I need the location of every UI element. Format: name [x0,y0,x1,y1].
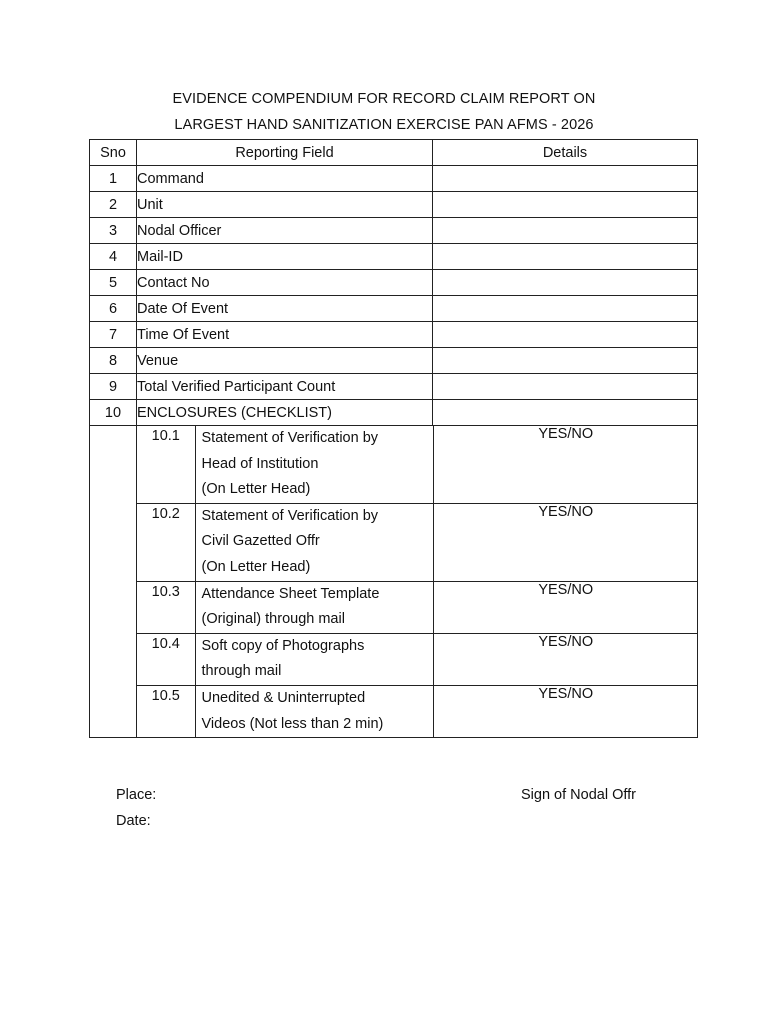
enclosure-text-line: Attendance Sheet Template [201,585,380,602]
enclosure-text-line: Civil Gazetted Offr [201,533,320,550]
row-details-cell[interactable] [433,322,698,348]
row-sno: 8 [90,348,137,374]
row-sno: 10 [90,400,137,426]
row-sno: 7 [90,322,137,348]
row-details-cell[interactable] [433,400,698,426]
enclosure-text-line: Videos (Not less than 2 min) [201,715,384,732]
enclosure-text [195,426,433,503]
row-details-cell[interactable] [433,348,698,374]
row-sno: 6 [90,296,137,322]
enclosure-row [137,633,698,685]
enclosure-answer[interactable]: YES/NO [433,503,698,581]
row-field: Command [137,166,433,192]
enclosure-text [195,581,433,633]
table-header-row [90,140,698,166]
row-sno: 5 [90,270,137,296]
row-details-cell[interactable] [433,270,698,296]
table-row [90,348,698,374]
enclosure-no: 10.5 [137,685,195,737]
enclosure-text-line: Statement of Verification by [201,430,379,446]
row-details-cell[interactable] [433,218,698,244]
enclosures-sno-spacer [90,426,137,738]
enclosure-answer[interactable]: YES/NO [433,633,698,685]
enclosure-no: 10.2 [137,503,195,581]
row-sno: 2 [90,192,137,218]
table-row [90,244,698,270]
row-sno: 9 [90,374,137,400]
reporting-table [89,139,698,738]
header-details: Details [433,140,698,166]
row-field: Date Of Event [137,296,433,322]
enclosure-answer[interactable]: YES/NO [538,685,594,702]
row-details-cell[interactable] [433,374,698,400]
enclosure-no: 10.4 [137,633,195,685]
enclosure-text-line: (On Letter Head) [201,558,311,575]
enclosure-text-line: (On Letter Head) [201,481,311,498]
row-details-cell[interactable] [433,244,698,270]
enclosure-text [195,503,433,581]
enclosure-no: 10.1 [137,426,195,503]
row-details-cell[interactable] [433,192,698,218]
row-field: Unit [137,192,433,218]
row-field: Venue [137,348,433,374]
place-label: Place: [116,787,157,803]
table-row [90,400,698,426]
row-field: Nodal Officer [137,218,433,244]
row-field: Total Verified Participant Count [137,374,433,400]
table-row [90,374,698,400]
enclosures-table [137,426,698,737]
row-field: Contact No [137,270,433,296]
table-row [90,296,698,322]
enclosure-text-line: through mail [201,663,282,680]
enclosure-row [137,503,698,581]
enclosure-text-line: Unedited & Uninterrupted [201,689,366,706]
enclosure-answer[interactable]: YES/NO [433,581,698,633]
row-field: ENCLOSURES (CHECKLIST) [137,400,433,426]
row-field: Time Of Event [137,322,433,348]
row-field: Mail-ID [137,244,433,270]
enclosure-text-line: Statement of Verification by [201,507,379,524]
row-sno: 1 [90,166,137,192]
enclosures-cell [137,426,698,738]
enclosure-answer[interactable]: YES/NO [433,426,698,503]
row-sno: 4 [90,244,137,270]
document-title-line1: EVIDENCE COMPENDIUM FOR RECORD CLAIM REPORT ON [172,91,596,107]
table-row [90,270,698,296]
enclosures-row [90,426,698,738]
enclosure-row [137,685,698,737]
document-title-line2: LARGEST HAND SANITIZATION EXERCISE PAN AFMS - 2026 [174,117,594,133]
enclosure-text [195,685,433,737]
enclosure-row [137,426,698,503]
enclosure-text-line: Soft copy of Photographs [201,637,365,654]
enclosure-text-line: Head of Institution [201,455,319,472]
table-row [90,218,698,244]
header-reporting-field: Reporting Field [137,140,433,166]
table-row [90,322,698,348]
enclosure-no: 10.3 [137,581,195,633]
enclosure-row [137,581,698,633]
enclosure-text [195,633,433,685]
table-row [90,166,698,192]
table-row [90,192,698,218]
row-sno: 3 [90,218,137,244]
signature-label: Sign of Nodal Offr [521,787,636,803]
row-details-cell[interactable] [433,166,698,192]
row-details-cell[interactable] [433,296,698,322]
date-label: Date: [116,813,151,829]
enclosure-text-line: (Original) through mail [201,611,345,628]
header-sno: Sno [90,140,137,166]
